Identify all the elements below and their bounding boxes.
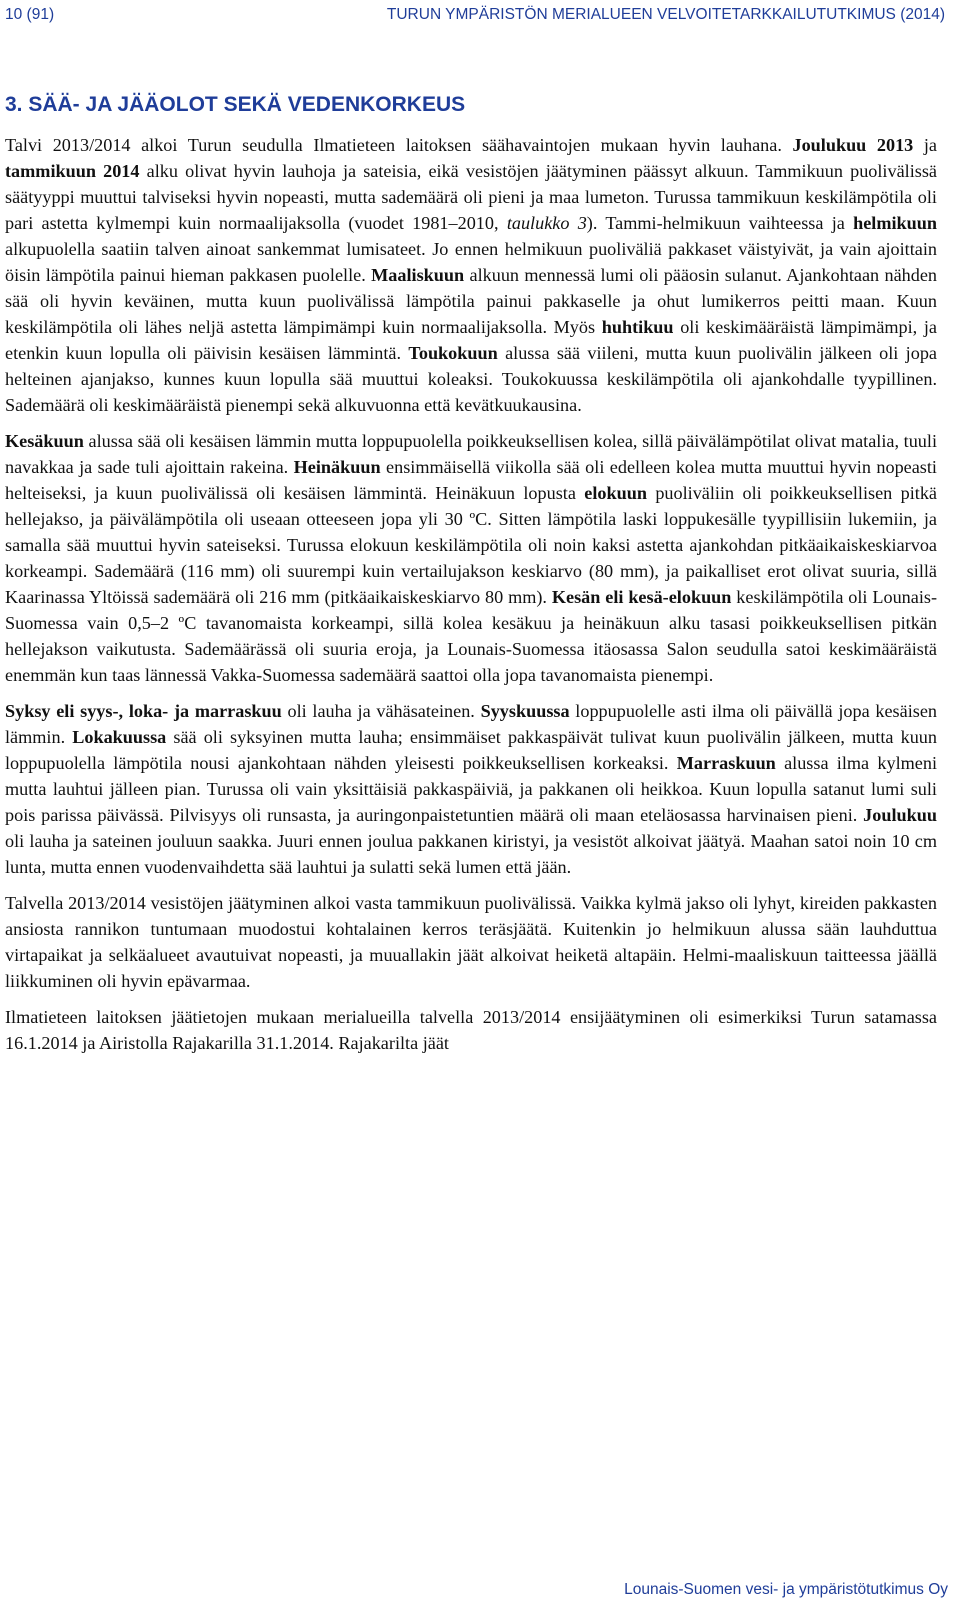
paragraph xyxy=(5,1004,937,1056)
italic-text: taulukko 3 xyxy=(506,213,587,233)
text-run: ja xyxy=(913,135,937,155)
text-run: oli keskimääräistä lämpimämpi, ja etenkin kuun lopulla oli päivisin kesäisen lämmintä. xyxy=(5,317,938,363)
bold-text: Maaliskuun xyxy=(371,265,465,285)
bold-text: Syyskuussa xyxy=(480,701,570,721)
text-run: loppupuolelle asti ilma oli päivällä jopa kesäisen lämmin. xyxy=(5,701,937,747)
text-run: oli lauha ja sateinen jouluun saakka. Juuri ennen joulua pakkanen kiristyi, ja vesistöt alkoivat jäätyä. Maahan satoi noin 10 cm lunta, mutta ennen vuodenvaihdetta sää lauhtui ja sulatti sekä lumen että jään. xyxy=(5,831,937,877)
bold-text: Heinäkuun xyxy=(293,457,381,477)
paragraph xyxy=(5,698,937,880)
page-footer: Lounais-Suomen vesi- ja ympäristötutkimus Oy xyxy=(624,1581,948,1598)
bold-text: Joulukuu 2013 xyxy=(792,135,914,155)
text-run: alussa sää viileni, mutta kuun puolivälin jälkeen oli jopa helteinen ajanjakso, kunnes kuun lopulla sää muuttui koleaksi. Toukokuussa keskilämpötila oli ajankohdalle tyypillinen. Sademäärä oli keskimääräistä pienempi sekä alkuvuonna että kevätkuukausina. xyxy=(5,343,937,415)
paragraph xyxy=(5,132,937,418)
text-run: keskilämpötila oli Lounais-Suomessa vain 0,5–2 ºC tavanomaista korkeampi, sillä kolea kesäkuu ja heinäkuun alku tasasi poikkeuksellisen pitkän hellejakson vaikutusta. Sademäärässä oli suuria eroja, ja Lounais-Suomessa itäosassa Salon seudulla satoi keskimääräistä enemmän kun taas lännessä Vakka-Suomessa sademäärä saattoi olla jopa tavanomaista pienempi. xyxy=(5,587,938,685)
text-run: Talvella 2013/2014 vesistöjen jäätyminen alkoi vasta tammikuun puolivälissä. Vaikka kylmä jakso oli lyhyt, kireiden pakkasten ansiosta rannikon tuntumaan muodostui kohtalainen kerros teräsjäätä. Kuitenkin jo helmikuun alussa sään lauhduttua virtapaikat ja selkäalueet avautuivat nopeasti, ja muuallakin jäät alkoivat heiketä altapäin. Helmi-maaliskuun taitteessa jäällä liikkuminen oli hyvin epävarmaa. xyxy=(5,893,937,991)
bold-text: tammikuun 2014 xyxy=(5,161,140,181)
bold-text: huhtikuu xyxy=(601,317,674,337)
page-number: 10 (91) xyxy=(5,6,55,23)
text-run: oli lauha ja vähäsateinen. xyxy=(281,701,481,721)
text-run: puoliväliin oli poikkeuksellisen pitkä hellejakso, ja päivälämpötila oli useaan otteeseen jopa yli 30 ºC. Sitten lämpötila laski loppukesälle tyypillisiin lukemiin, ja samalla sää muuttui hyvin sateiseksi. Turussa elokuun keskilämpötila oli noin kaksi astetta ajankohdan pitkäaikaiskeskiarvoa korkeampi. Sademäärä (116 mm) oli suurempi kuin vertailujakson keskiarvo (80 mm), ja paikalliset erot olivat suuria, sillä Kaarinassa Yltöissä sademäärä oli 216 mm (pitkäaikaiskeskiarvo 80 mm). xyxy=(5,483,937,607)
section-title: 3. SÄÄ- JA JÄÄOLOT SEKÄ VEDENKORKEUS xyxy=(5,93,466,116)
bold-text: Toukokuun xyxy=(408,343,498,363)
bold-text: elokuun xyxy=(584,483,647,503)
text-run: ). Tammi-helmikuun vaihteessa ja xyxy=(586,213,854,233)
paragraph xyxy=(5,890,937,994)
report-title: TURUN YMPÄRISTÖN MERIALUEEN VELVOITETARKKAILUTUTKIMUS (2014) xyxy=(386,6,945,23)
text-run: alussa sää oli kesäisen lämmin mutta loppupuolella poikkeuksellisen kolea, sillä päivälämpötilat olivat matalia, tuuli navakkaa ja sade tuli ajoittain rakeina. xyxy=(5,431,937,477)
text-run: alkuun mennessä lumi oli pääosin sulanut. Ajankohtaan nähden sää oli hyvin keväinen, mutta kuun puolivälissä lämpötila painui pakkaselle ja ohut lumikerros peitti maan. Kuun keskilämpötila oli lähes neljä astetta lämpimämpi kuin normaalijaksolla. Myös xyxy=(5,265,938,337)
bold-text: Joulukuu xyxy=(863,805,937,825)
text-run: alussa ilma kylmeni mutta lauhtui jälleen pian. Turussa oli vain yksittäisiä pakkaspäiviä, ja pakkanen oli heikkoa. Kuun lopulla satanut lumi suli pois parissa päivässä. Pilvisyys oli runsasta, ja auringonpaistetuntien määrä oli maan eteläosassa harvinaisen pieni. xyxy=(5,753,937,825)
paragraph xyxy=(5,428,937,688)
text-run: alkupuolella saatiin talven ainoat sankemmat lumisateet. Jo ennen helmikuun puoliväliä pakkaset väistyivät, ja vain ajoittain öisin lämpötila painui hieman pakkasen puolelle. xyxy=(5,239,937,285)
text-run: Talvi 2013/2014 alkoi Turun seudulla Ilmatieteen laitoksen säähavaintojen mukaan hyvin lauhana. xyxy=(5,135,793,155)
bold-text: Lokakuussa xyxy=(72,727,167,747)
text-run: sää oli syksyinen mutta lauha; ensimmäiset pakkaspäivät tulivat kuun puolivälin jälkeen, mutta kuun loppupuolella lämpötila nousi ajankohtaan nähden yleisesti poikkeuksellisen korkeaksi. xyxy=(5,727,937,773)
bold-text: Kesän eli kesä-elokuun xyxy=(551,587,732,607)
page-header xyxy=(5,6,945,30)
bold-text: Syksy eli syys-, loka- ja marraskuu xyxy=(5,701,282,721)
bold-text: Marraskuun xyxy=(676,753,776,773)
text-run: alku olivat hyvin lauhoja ja sateisia, eikä vesistöjen jäätyminen päässyt alkuun. Tammikuun puolivälissä säätyyppi muuttui talviseksi hyvin nopeasti, mutta sademäärä oli pieni ja maa lumeton. Turussa tammikuun keskilämpötila oli pari astetta kylmempi kuin normaalijaksolla (vuodet 1981–2010, xyxy=(5,161,937,233)
text-run: Ilmatieteen laitoksen jäätietojen mukaan merialueilla talvella 2013/2014 ensijäätyminen oli esimerkiksi Turun satamassa 16.1.2014 ja Airistolla Rajakarilla 31.1.2014. Rajakarilta jäät xyxy=(5,1007,937,1053)
bold-text: helmikuun xyxy=(853,213,937,233)
bold-text: Kesäkuun xyxy=(5,431,84,451)
body-text xyxy=(5,132,937,1066)
text-run: ensimmäisellä viikolla sää oli edelleen kolea mutta muuttui hyvin nopeasti helteiseksi, ja kuun puolivälissä oli kesäisen lämmintä. Heinäkuun lopusta xyxy=(5,457,937,503)
